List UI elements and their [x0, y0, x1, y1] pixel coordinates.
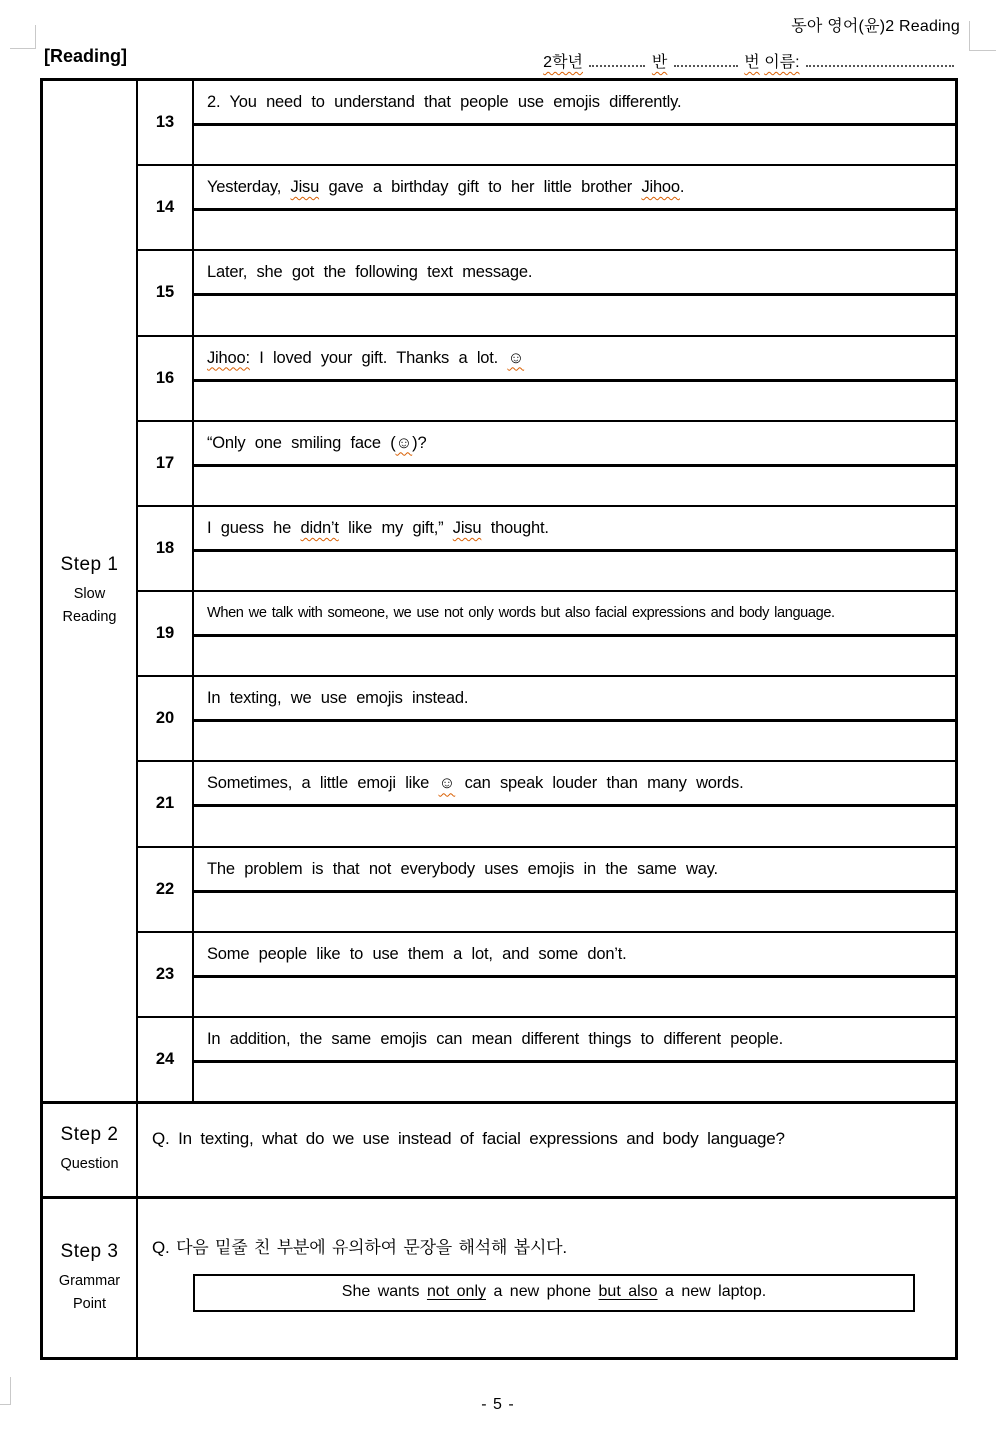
row-number: 21	[138, 762, 194, 845]
text-segment: Yesterday,	[207, 178, 291, 197]
sentence-row	[138, 590, 955, 675]
spellcheck-marked-word: Jihoo:	[207, 348, 250, 367]
sentence-row	[138, 164, 955, 249]
row-body	[194, 933, 955, 1016]
row-answer-blank	[194, 893, 955, 931]
row-body	[194, 848, 955, 931]
row-sentence	[194, 677, 955, 722]
grammar-example-box	[193, 1274, 915, 1312]
sentence-row	[138, 505, 955, 590]
sentence-rows	[138, 81, 955, 1101]
name-label: 이름:	[764, 54, 800, 71]
row-sentence	[194, 592, 955, 637]
step2-title: Step 2	[60, 1124, 119, 1146]
row-number: 23	[138, 933, 194, 1016]
row-number: 24	[138, 1018, 194, 1101]
text-segment: I loved your gift. Thanks a lot.	[249, 348, 508, 367]
step3-section	[43, 1196, 955, 1357]
row-number: 14	[138, 166, 194, 249]
spellcheck-marked-word: didn’t	[300, 518, 339, 537]
text-segment: gave a birthday gift to her little brother	[319, 178, 642, 197]
text-segment: The problem is that not everybody uses emojis in the same way.	[207, 859, 718, 878]
row-number: 22	[138, 848, 194, 931]
row-answer-blank	[194, 1063, 955, 1101]
row-sentence	[194, 507, 955, 552]
text-segment: .	[679, 178, 685, 197]
row-answer-blank	[194, 467, 955, 505]
text-segment: In addition, the same emojis can mean different things to different people.	[207, 1029, 783, 1048]
step3-subtitle: Grammar Point	[58, 1273, 121, 1312]
text-segment: I guess he	[207, 518, 301, 537]
row-answer-blank	[194, 807, 955, 845]
sentence-row	[138, 1016, 955, 1101]
step2-question: Q. In texting, what do we use instead of facial expressions and body language?	[152, 1129, 785, 1148]
row-answer-blank	[194, 382, 955, 420]
section-label: [Reading]	[44, 46, 127, 66]
text-segment: 2. You need to understand that people use emojis differently.	[207, 93, 682, 111]
page-number: - 5 -	[481, 1396, 515, 1413]
row-body	[194, 677, 955, 760]
document-title: 동아 영어(윤)2 Reading	[791, 18, 960, 35]
text-segment: like my gift,”	[338, 518, 453, 537]
spellcheck-marked-word: ☺	[507, 348, 525, 367]
step1-label-cell	[43, 81, 138, 1101]
spellcheck-marked-word: ☺	[438, 774, 456, 793]
step2-section	[43, 1101, 955, 1196]
row-sentence	[194, 81, 955, 126]
row-answer-blank	[194, 978, 955, 1016]
row-sentence	[194, 251, 955, 296]
sentence-row	[138, 931, 955, 1016]
row-body	[194, 251, 955, 334]
step1-subtitle: Slow Reading	[62, 586, 117, 625]
row-number: 20	[138, 677, 194, 760]
step3-label-cell	[43, 1199, 138, 1357]
step1-title: Step 1	[60, 554, 119, 576]
underlined-phrase: not only	[426, 1283, 486, 1300]
row-body	[194, 762, 955, 845]
sentence-row	[138, 675, 955, 760]
sentence-row	[138, 760, 955, 845]
spellcheck-marked-word: Jisu	[290, 178, 320, 197]
sentence-row	[138, 249, 955, 334]
header-corner-mark-left	[10, 25, 36, 49]
spellcheck-marked-word: Jihoo	[641, 178, 680, 197]
row-number: 18	[138, 507, 194, 590]
row-sentence	[194, 1018, 955, 1063]
row-sentence	[194, 848, 955, 893]
header-corner-mark-right	[969, 21, 996, 51]
sentence-row	[138, 335, 955, 420]
grade-label: 2학년	[543, 54, 583, 71]
step3-title: Step 3	[60, 1241, 119, 1263]
row-number: 13	[138, 81, 194, 164]
text-segment: a new phone	[486, 1283, 599, 1300]
row-answer-blank	[194, 126, 955, 164]
text-segment: )?	[412, 433, 427, 452]
text-segment: She wants	[341, 1283, 427, 1300]
text-segment: a new laptop.	[657, 1283, 767, 1300]
row-body	[194, 337, 955, 420]
spellcheck-marked-word: ☺	[395, 433, 413, 452]
row-body	[194, 81, 955, 164]
row-number: 17	[138, 422, 194, 505]
row-body	[194, 592, 955, 675]
text-segment: In texting, we use emojis instead.	[207, 689, 469, 708]
step1-section	[43, 81, 955, 1101]
row-answer-blank	[194, 296, 955, 334]
sentence-row	[138, 81, 955, 164]
class-label: 반	[651, 54, 668, 71]
row-sentence	[194, 933, 955, 978]
text-segment: Some people like to use them a lot, and some don’t.	[207, 944, 627, 963]
student-info-line	[543, 49, 956, 72]
text-segment: Later, she got the following text message.	[207, 263, 533, 282]
step2-label-cell	[43, 1104, 138, 1196]
step3-content-cell	[138, 1199, 955, 1357]
step3-question: Q. 다음 밑줄 친 부분에 유의하여 문장을 해석해 봅시다.	[152, 1238, 567, 1257]
row-answer-blank	[194, 211, 955, 249]
row-body	[194, 166, 955, 249]
row-sentence	[194, 762, 955, 807]
number-blank-field	[674, 50, 738, 67]
name-blank-field	[806, 50, 954, 67]
row-body	[194, 1018, 955, 1101]
row-number: 19	[138, 592, 194, 675]
row-number: 15	[138, 251, 194, 334]
row-answer-blank	[194, 637, 955, 675]
text-segment: can speak louder than many words.	[455, 774, 744, 793]
step2-subtitle: Question	[60, 1156, 119, 1173]
sentence-row	[138, 420, 955, 505]
worksheet-table	[40, 78, 958, 1360]
text-segment: thought.	[481, 518, 549, 537]
row-body	[194, 422, 955, 505]
row-sentence	[194, 166, 955, 211]
text-segment: “Only one smiling face (	[207, 433, 396, 452]
row-answer-blank	[194, 552, 955, 590]
row-sentence	[194, 337, 955, 382]
spellcheck-marked-word: Jisu	[452, 518, 482, 537]
row-body	[194, 507, 955, 590]
class-blank-field	[589, 50, 645, 67]
row-answer-blank	[194, 722, 955, 760]
text-segment: When we talk with someone, we use not only words but also facial expressions and body language.	[207, 605, 835, 622]
number-label: 번	[744, 54, 760, 71]
underlined-phrase: but also	[598, 1283, 658, 1300]
text-segment: Sometimes, a little emoji like	[207, 774, 439, 793]
row-sentence	[194, 422, 955, 467]
sentence-row	[138, 846, 955, 931]
step2-content-cell	[138, 1104, 955, 1196]
row-number: 16	[138, 337, 194, 420]
